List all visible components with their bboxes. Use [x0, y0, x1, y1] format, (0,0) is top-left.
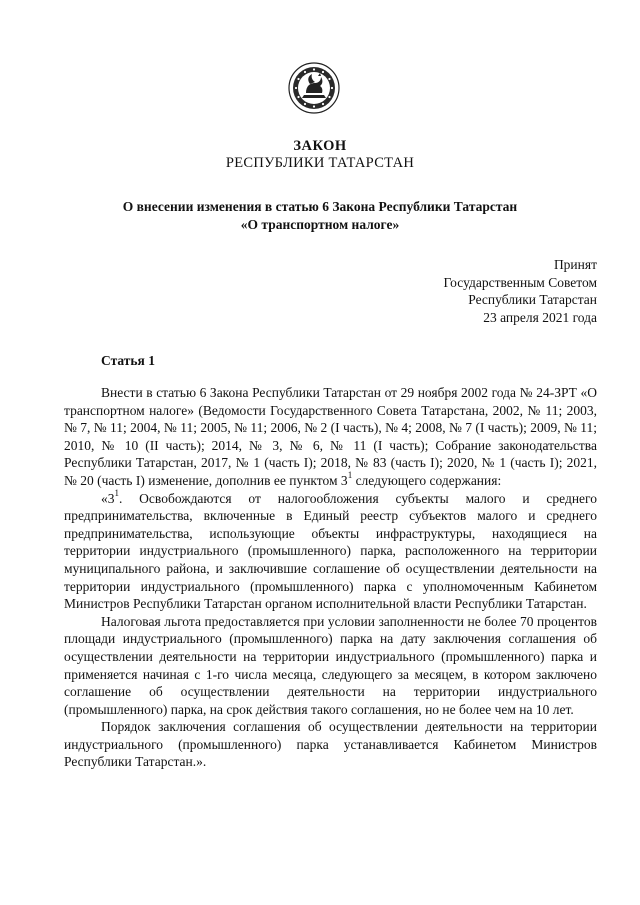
adoption-date: 23 апреля 2021 года	[483, 309, 597, 325]
article-paragraph-2: Налоговая льгота предоставляется при условии заполненности не более 70 процентов площади индустриального (промышленного) парка на дату заключения соглашения об осуществлении деятельности на территории индустриального (промышленного) парка и применяется начиная с 1-го числа месяца, следующего за месяцем, в котором заключено соглашение об осуществлении деятельности на территории индустриального (промышленного) парка, на срок действия такого соглашения, но не более чем на 10 лет.	[64, 613, 597, 717]
paragraph-1-text: . Освобождаются от налогообложения субъекты малого и среднего предпринимательства, включенные в Единый реестр субъектов малого и среднего предпринимательства, использующие объекты инфраструктуры, находящиеся на территории индустриального (промышленного) парка, расположенного на территории муниципального района, и заключившие соглашение об осуществлении деятельности на территории индустриального (промышленного) парка с уполномоченным Кабинетом Министров Республики Татарстан органом исполнительной власти Республики Татарстан.	[64, 490, 597, 612]
intro-text: Внести в статью 6 Закона Республики Татарстан от 29 ноября 2002 года № 24-ЗРТ «О транспортном налоге» (Ведомости Государственного Совета Татарстана, 2002, № 11; 2003, № 7, № 11; 2004, № 11; 2005, № 11; 2006, № 2 (I часть), № 4; 2008, № 7 (I часть); 2009, № 11; 2010, № 10 (II часть); 2014, № 3, № 6, № 11 (I часть); Собрание законодательства Республики Татарстан, 2017, № 1 (часть I); 2018, № 83 (часть I); 2020, № 1 (часть I); 2021, № 20 (часть I) изменение, дополнив ее пунктом 3	[64, 385, 597, 488]
tatarstan-coat-of-arms-icon	[288, 62, 340, 114]
article-heading: Статья 1	[101, 353, 155, 368]
adoption-line-1: Принят	[553, 257, 597, 272]
adoption-block	[444, 256, 597, 326]
law-subject-line-1: О внесении изменения в статью 6 Закона Республики Татарстан	[122, 199, 518, 214]
article-body	[64, 384, 597, 771]
law-title: ЗАКОН	[293, 138, 347, 154]
paragraph-1-superscript: 1	[114, 488, 119, 499]
article-paragraph-3: Порядок заключения соглашения об осуществлении деятельности на территории индустриального (промышленного) парка устанавливается Кабинетом Министров Республики Татарстан.».	[64, 719, 597, 770]
intro-superscript: 1	[347, 470, 353, 481]
adoption-line-2: Государственным Советом	[443, 274, 597, 290]
article-paragraph-1	[64, 490, 597, 613]
article-intro-paragraph	[64, 384, 597, 490]
law-subtitle: РЕСПУБЛИКИ ТАТАРСТАН	[225, 155, 415, 171]
adoption-line-3: Республики Татарстан	[468, 292, 597, 307]
intro-text-end: следующего содержания:	[352, 472, 502, 488]
law-subject-line-2: «О транспортном налоге»	[240, 217, 400, 232]
paragraph-1-start: «3	[101, 490, 115, 506]
